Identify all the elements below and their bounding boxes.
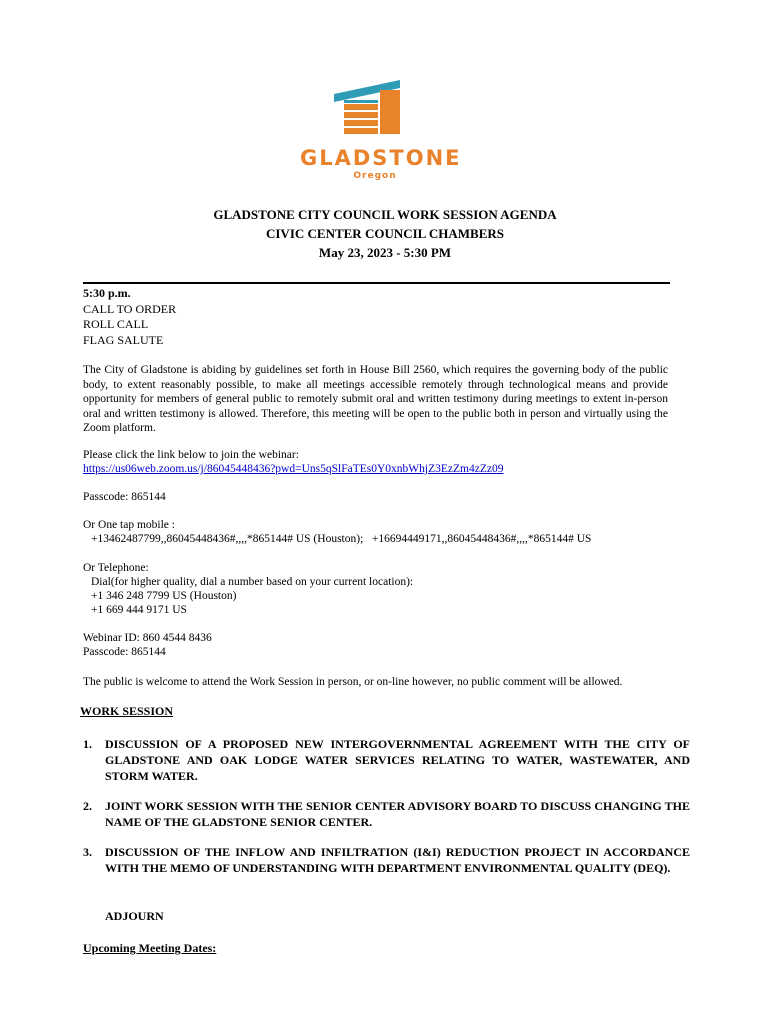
- passcode: Passcode: 865144: [83, 491, 166, 503]
- roll-call: ROLL CALL: [83, 317, 149, 331]
- agenda-location: CIVIC CENTER COUNCIL CHAMBERS: [265, 226, 504, 241]
- webinar-id: Webinar ID: 860 4544 8436: [83, 632, 212, 644]
- opening-block: [83, 286, 176, 348]
- agenda-item: [83, 736, 690, 784]
- agenda-item-text: DISCUSSION OF A PROPOSED NEW INTERGOVERNMENTAL AGREEMENT WITH THE CITY OF GLADSTONE AND OAK LODGE WATER SERVICES RELATING TO WATER, WASTEWATER, AND STORM WATER.: [105, 737, 690, 783]
- notice-paragraph: The City of Gladstone is abiding by guidelines set forth in House Bill 2560, which requires the governing body of the public body, to extent reasonably possible, to make all meetings accessible remotely through technological means and provide opportunity for members of general public to remotely submit oral and written testimony during meetings to extent in-person oral and written testimony is allowed. Therefore, this meeting will be open to the public both in person and virtually using the Zoom platform.: [83, 364, 668, 434]
- mobile-label: Or One tap mobile :: [83, 519, 175, 531]
- public-note: The public is welcome to attend the Work Session in person, or on-line however, no public comment will be allowed.: [83, 676, 623, 688]
- phone-us: +1 669 444 9171 US: [91, 604, 187, 616]
- mobile-numbers: +13462487799,,86045448436#,,,,*865144# US (Houston); +16694449171,,86045448436#,,,,*865144# US: [91, 533, 592, 545]
- webinar-link-row: [83, 462, 668, 477]
- agenda-item-text: DISCUSSION OF THE INFLOW AND INFILTRATION (I&I) REDUCTION PROJECT IN ACCORDANCE WITH THE MEMO OF UNDERSTANDING WITH DEPARTMENT ENVIRONMENTAL QUALITY (DEQ).: [105, 845, 690, 875]
- opening-time: 5:30 p.m.: [83, 286, 131, 300]
- gladstone-logo: [300, 78, 462, 188]
- upcoming-meetings-heading: Upcoming Meeting Dates:: [83, 941, 217, 955]
- dial-note: Dial(for higher quality, dial a number based on your current location):: [91, 576, 414, 588]
- agenda-item: [83, 844, 690, 892]
- agenda-item: [83, 798, 690, 830]
- logo-wordmark: GLADSTONE: [300, 146, 462, 170]
- logo-mark-icon: [330, 78, 420, 144]
- passcode-repeat: Passcode: 865144: [83, 646, 166, 658]
- agenda-date: May 23, 2023 - 5:30 PM: [318, 245, 452, 260]
- header-divider: [83, 282, 670, 284]
- agenda-item-number: 1.: [83, 737, 92, 751]
- agenda-item-number: 3.: [83, 845, 92, 859]
- call-to-order: CALL TO ORDER: [83, 301, 177, 316]
- phone-houston: +1 346 248 7799 US (Houston): [91, 590, 237, 602]
- telephone-label: Or Telephone:: [83, 562, 149, 574]
- webinar-intro: Please click the link below to join the webinar:: [83, 449, 299, 461]
- webinar-link[interactable]: https://us06web.zoom.us/j/86045448436?pwd=Uns5qSlFaTEs0Y0xnbWhjZ3EzZm4zZz09: [83, 463, 504, 475]
- agenda-header: [0, 205, 770, 262]
- work-session-heading: WORK SESSION: [80, 704, 174, 718]
- logo-subtitle: Oregon: [353, 171, 397, 181]
- adjourn: ADJOURN: [105, 909, 164, 923]
- agenda-item-text: JOINT WORK SESSION WITH THE SENIOR CENTER ADVISORY BOARD TO DISCUSS CHANGING THE NAME OF THE GLADSTONE SENIOR CENTER.: [105, 799, 690, 829]
- agenda-title: GLADSTONE CITY COUNCIL WORK SESSION AGENDA: [213, 207, 557, 222]
- agenda-item-number: 2.: [83, 799, 92, 813]
- flag-salute: FLAG SALUTE: [83, 332, 164, 347]
